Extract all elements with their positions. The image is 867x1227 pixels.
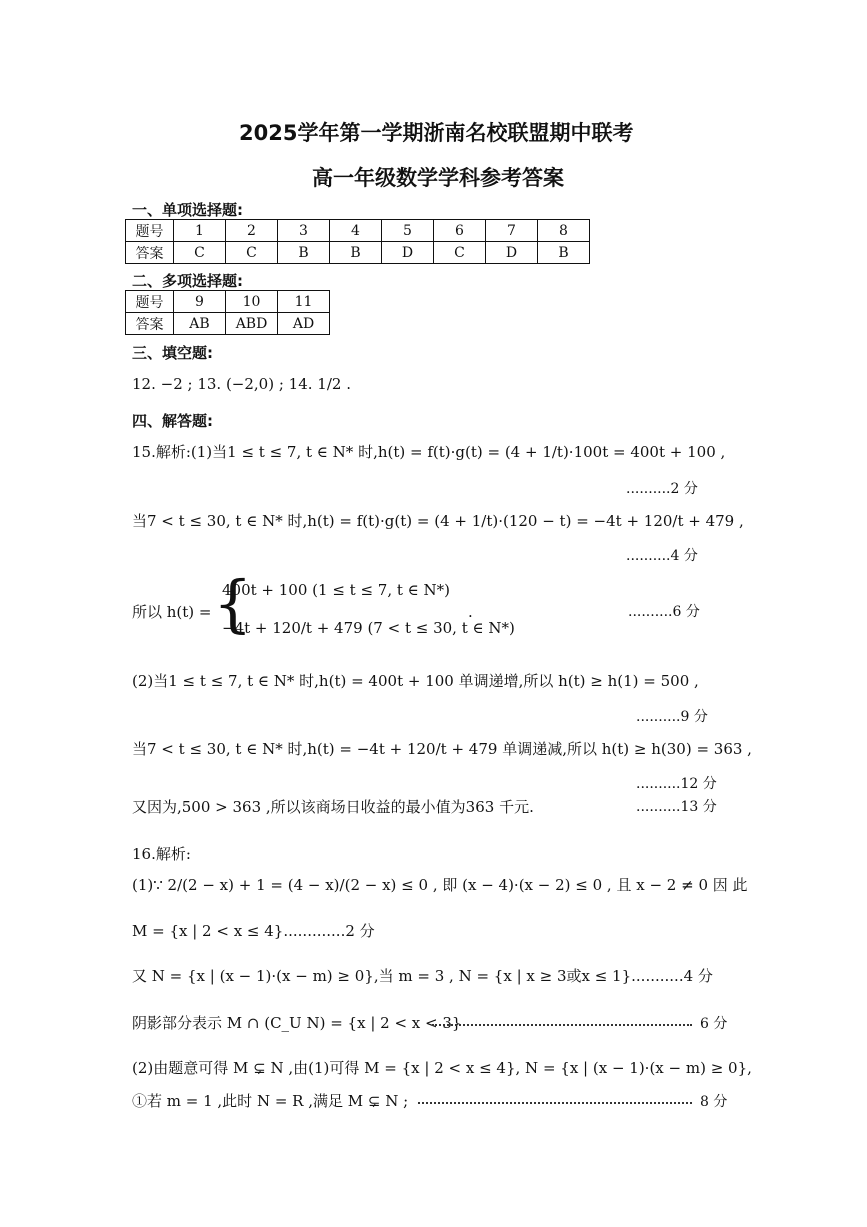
dot-leader — [432, 1024, 692, 1026]
table-cell: 8 — [538, 220, 590, 242]
table-cell: AB — [174, 313, 226, 335]
table-cell: B — [538, 242, 590, 264]
section-heading-fill-blank: 三、填空题: — [132, 344, 213, 362]
q15-score-4: ..........9 分 — [636, 709, 708, 725]
q15-line-1: 15.解析:(1)当1 ≤ t ≤ 7, t ∈ N* 时,h(t) = f(t)·g(t) = (4 + 1/t)·100t = 400t + 100 , — [132, 443, 726, 461]
q15-score-6: ..........13 分 — [636, 799, 717, 815]
q15-score-3: ..........6 分 — [628, 604, 700, 620]
q15-line-5: 又因为,500 > 363 ,所以该商场日收益的最小值为363 千元. — [132, 798, 534, 816]
q15-line-4: 当7 < t ≤ 30, t ∈ N* 时,h(t) = −4t + 120/t + 479 单调递减,所以 h(t) ≥ h(30) = 363 , — [132, 740, 752, 758]
table-cell: 6 — [434, 220, 486, 242]
section-heading-solutions: 四、解答题: — [132, 412, 213, 430]
q15-piece-end: . — [468, 603, 473, 621]
table-cell: 题号 — [126, 291, 174, 313]
table-cell: D — [382, 242, 434, 264]
section-heading-single-choice: 一、单项选择题: — [132, 201, 243, 219]
table-cell: C — [174, 242, 226, 264]
table-cell: 11 — [278, 291, 330, 313]
table-cell: C — [434, 242, 486, 264]
table-cell: 答案 — [126, 242, 174, 264]
q16-line-4: 阴影部分表示 M ∩ (C_U N) = {x | 2 < x < 3} — [132, 1014, 462, 1032]
table-cell: 2 — [226, 220, 278, 242]
q16-line-3: 又 N = {x | (x − 1)·(x − m) ≥ 0},当 m = 3 , N = {x | x ≥ 3或x ≤ 1}...........4 分 — [132, 967, 713, 985]
section-heading-multi-choice: 二、多项选择题: — [132, 272, 243, 290]
table-row — [126, 242, 590, 264]
table-cell: C — [226, 242, 278, 264]
q15-score-2: ..........4 分 — [626, 548, 698, 564]
q15-score-5: ..........12 分 — [636, 776, 717, 792]
table-cell: 1 — [174, 220, 226, 242]
table-cell: B — [278, 242, 330, 264]
table-cell: D — [486, 242, 538, 264]
table-row — [126, 220, 590, 242]
table-cell: 9 — [174, 291, 226, 313]
q16-line-0: 16.解析: — [132, 845, 191, 863]
fill-blank-answers: 12. −2 ; 13. (−2,0) ; 14. 1/2 . — [132, 375, 351, 393]
dot-leader — [418, 1102, 692, 1104]
q15-piece-1: 400t + 100 (1 ≤ t ≤ 7, t ∈ N*) — [222, 581, 451, 599]
q16-line-2: M = {x | 2 < x ≤ 4}.............2 分 — [132, 922, 375, 940]
q15-line-2: 当7 < t ≤ 30, t ∈ N* 时,h(t) = f(t)·g(t) = (4 + 1/t)·(120 − t) = −4t + 120/t + 479 , — [132, 512, 744, 530]
q16-score-4: 6 分 — [700, 1016, 728, 1032]
q16-score-6: 8 分 — [700, 1094, 728, 1110]
q15-line-3: (2)当1 ≤ t ≤ 7, t ∈ N* 时,h(t) = 400t + 100 单调递增,所以 h(t) ≥ h(1) = 500 , — [132, 672, 699, 690]
page-subtitle: 高一年级数学学科参考答案 — [312, 166, 564, 190]
table-cell: 题号 — [126, 220, 174, 242]
table-cell: 5 — [382, 220, 434, 242]
table-cell: 4 — [330, 220, 382, 242]
table-cell: 3 — [278, 220, 330, 242]
q15-score-1: ..........2 分 — [626, 481, 698, 497]
q16-line-6: ①若 m = 1 ,此时 N = R ,满足 M ⊊ N ; — [132, 1092, 409, 1110]
single-choice-table — [125, 219, 590, 264]
multi-choice-table — [125, 290, 330, 335]
table-row — [126, 291, 330, 313]
q15-piecewise-prefix: 所以 h(t) = — [132, 603, 212, 621]
q15-piece-2: −4t + 120/t + 479 (7 < t ≤ 30, t ∈ N*) — [222, 619, 515, 637]
table-cell: AD — [278, 313, 330, 335]
page-title: 2025学年第一学期浙南名校联盟期中联考 — [239, 121, 634, 145]
q16-line-5: (2)由题意可得 M ⊊ N ,由(1)可得 M = {x | 2 < x ≤ 4}, N = {x | (x − 1)·(x − m) ≥ 0}, — [132, 1059, 752, 1077]
q16-line-1: (1)∵ 2/(2 − x) + 1 = (4 − x)/(2 − x) ≤ 0 , 即 (x − 4)·(x − 2) ≤ 0 , 且 x − 2 ≠ 0 因 此 — [132, 876, 748, 894]
table-cell: 7 — [486, 220, 538, 242]
table-cell: 答案 — [126, 313, 174, 335]
table-cell: 10 — [226, 291, 278, 313]
table-cell: ABD — [226, 313, 278, 335]
table-cell: B — [330, 242, 382, 264]
left-brace: { — [213, 567, 253, 640]
table-row — [126, 313, 330, 335]
